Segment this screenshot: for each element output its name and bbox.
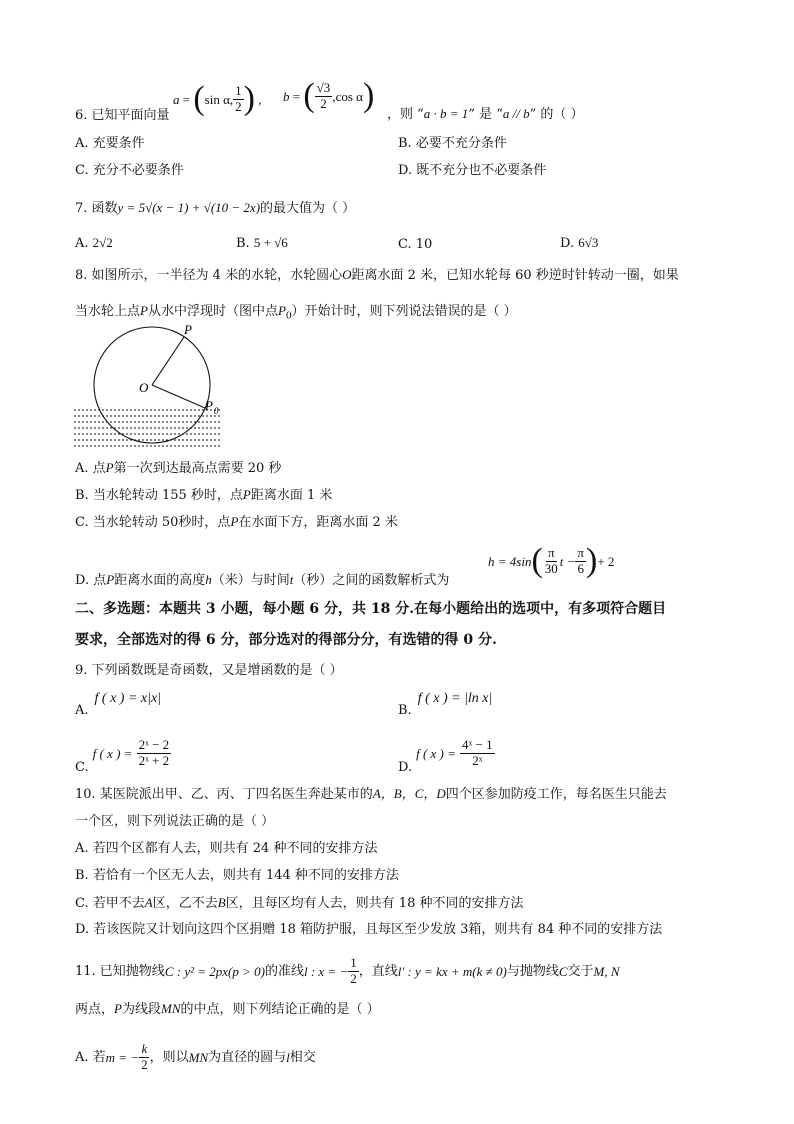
pi-over-6: $\frac{\pi}{6}$ — [577, 545, 584, 576]
q10-option-d: D. 若该医院又计划向这四个区捐赠 18 箱防护服，且每区至少发放 3箱，则共有 84 种不同的安排方法 — [75, 922, 663, 937]
q11-line-2: 两点，P为线段MN的中点，则下列结论正确的是（ ） — [75, 1001, 380, 1017]
radius-OP0 — [152, 385, 205, 408]
section-2-heading-line-2: 要求，全部选对的得 6 分，部分选对的得部分分，有选错的得 0 分. — [75, 632, 497, 648]
right-paren: ) — [362, 77, 375, 114]
water-dotted-lines — [74, 410, 222, 446]
vector-a-symbol: a — [173, 91, 180, 107]
q7-option-b: B. 5 + √6 — [236, 235, 288, 251]
label-P0-subscript: 0 — [214, 406, 219, 416]
equals-sign: = — [179, 91, 194, 107]
condition-parallel: a // b — [502, 106, 530, 121]
q7-option-a: A. 2√2 — [75, 235, 113, 251]
q8-line-2: 当水轮上点P从水中浮现时（图中点$P_0$）开始计时，则下列说法错误的是（ ） — [75, 303, 517, 322]
regions: A，B，C，D — [372, 786, 446, 801]
water-wheel-figure — [72, 322, 242, 450]
q6-option-a: A. 充要条件 — [75, 136, 145, 151]
q10-option-b: B. 若恰有一个区无人去，则共有 144 种不同的安排方法 — [75, 868, 399, 883]
left-paren: ( — [303, 77, 315, 114]
center-O: O — [342, 267, 352, 282]
q9-option-a: A.f ( x ) = x|x| — [75, 691, 162, 718]
line-equation: l′ : y = kx + m(k ≠ 0) — [397, 963, 507, 979]
q9-stem: 9. 下列函数既是奇函数，又是增函数的是（ ） — [75, 663, 343, 678]
directrix-equation: l : x = − — [303, 963, 349, 979]
q6-vector-b: b = ( $\frac{√3}{2}$ ,cos α ) — [283, 77, 375, 114]
pi-over-30: $\frac{\pi}{30}$ — [544, 545, 558, 576]
q6-option-c: C. 充分不必要条件 — [75, 163, 184, 178]
parabola-equation: C : y² = 2px(p > 0) — [164, 963, 265, 979]
q6-condition: ，则 “a · b = 1” 是 “a // b” 的（ ） — [387, 106, 584, 122]
section-2-heading-line-1: 二、多选题：本题共 3 小题，每小题 6 分，共 18 分.在每小题给出的选项中，有多项符合题目 — [75, 601, 667, 617]
radius-OP — [152, 337, 184, 385]
vector-a-sin: sin α, — [204, 91, 234, 107]
q8-option-a: A. 点P第一次到达最高点需要 20 秒 — [75, 460, 282, 476]
q11-line-1: 11. 已知抛物线 C : y² = 2px(p > 0) 的准线 l : x = − $\frac{1}{2}$ ，直线 l′ : y = kx + m(k ≠ 0) 与抛物线 C 交于 M, N — [75, 955, 620, 986]
q7-option-c: C. 10 — [398, 237, 433, 252]
q10-option-c: C. 若甲不去A区，乙不去B区，且每区均有人去，则共有 18 种不同的安排方法 — [75, 895, 524, 911]
vector-b-symbol: b — [283, 88, 290, 104]
q9-option-c: C. f ( x ) = $\frac{\text{2ˣ − 2}}{\text{2ˣ + 2}}$ — [75, 737, 170, 775]
label-P0: P — [205, 398, 213, 413]
q8-option-c: C. 当水轮转动 50秒时，点P在水面下方，距离水面 2 米 — [75, 514, 398, 530]
q6-option-d: D. 既不充分也不必要条件 — [398, 163, 547, 178]
q10-option-a: A. 若四个区都有人去，则共有 24 种不同的安排方法 — [75, 841, 378, 856]
left-paren: ( — [193, 80, 205, 117]
right-paren: ) — [243, 80, 255, 117]
q8-option-d-formula: h = 4sin ( $\frac{\pi}{30}$ t − $\frac{\pi}{6}$ ) + 2 — [488, 542, 615, 579]
q8-option-d: D. 点P距离水面的高度h（米）与时间t（秒）之间的函数解析式为 — [75, 572, 450, 588]
label-P: P — [184, 322, 192, 337]
sqrt3-half-fraction: $\frac{√3}{2}$ — [316, 80, 331, 111]
condition-dot-product: a · b = 1 — [423, 106, 469, 121]
one-half-fraction: $\frac{1}{2}$ — [235, 83, 242, 114]
q6-stem: 6. 已知平面向量 — [75, 108, 170, 123]
q9-option-d: D. f ( x ) = $\frac{\text{4ˣ − 1}}{\text{2ˣ}}$ — [398, 737, 493, 775]
q6-option-b: B. 必要不充分条件 — [398, 136, 507, 151]
q8-option-b: B. 当水轮转动 155 秒时，点P距离水面 1 米 — [75, 487, 333, 503]
label-O: O — [139, 380, 149, 395]
q7-option-d: D. 6√3 — [560, 235, 599, 251]
q6-vector-a: a = ( sin α, $\frac{1}{2}$ ) , — [173, 80, 262, 117]
q8-line-1: 8. 如图所示，一半径为 4 米的水轮，水轮圆心O距离水面 2 米，已知水轮每 60 秒逆时针转动一圈，如果 — [75, 267, 679, 283]
q10-line-2: 一个区，则下列说法正确的是（ ） — [75, 814, 275, 829]
q10-line-1: 10. 某医院派出甲、乙、丙、丁四名医生奔赴某市的A，B，C，D四个区参加防疫工作，每名医生只能去 — [75, 786, 667, 802]
q7-formula: y = 5√(x − 1) + √(10 − 2x) — [117, 200, 261, 215]
q7-stem: 7. 函数y = 5√(x − 1) + √(10 − 2x)的最大值为（ ） — [75, 200, 356, 216]
q11-option-a: A. 若 m = − $\frac{k}{2}$ ，则以 MN 为直径的圆与 l 相交 — [75, 1041, 316, 1072]
vector-b-cos: ,cos α — [332, 88, 363, 104]
q9-option-b: B.f ( x ) = |ln x| — [398, 691, 493, 718]
